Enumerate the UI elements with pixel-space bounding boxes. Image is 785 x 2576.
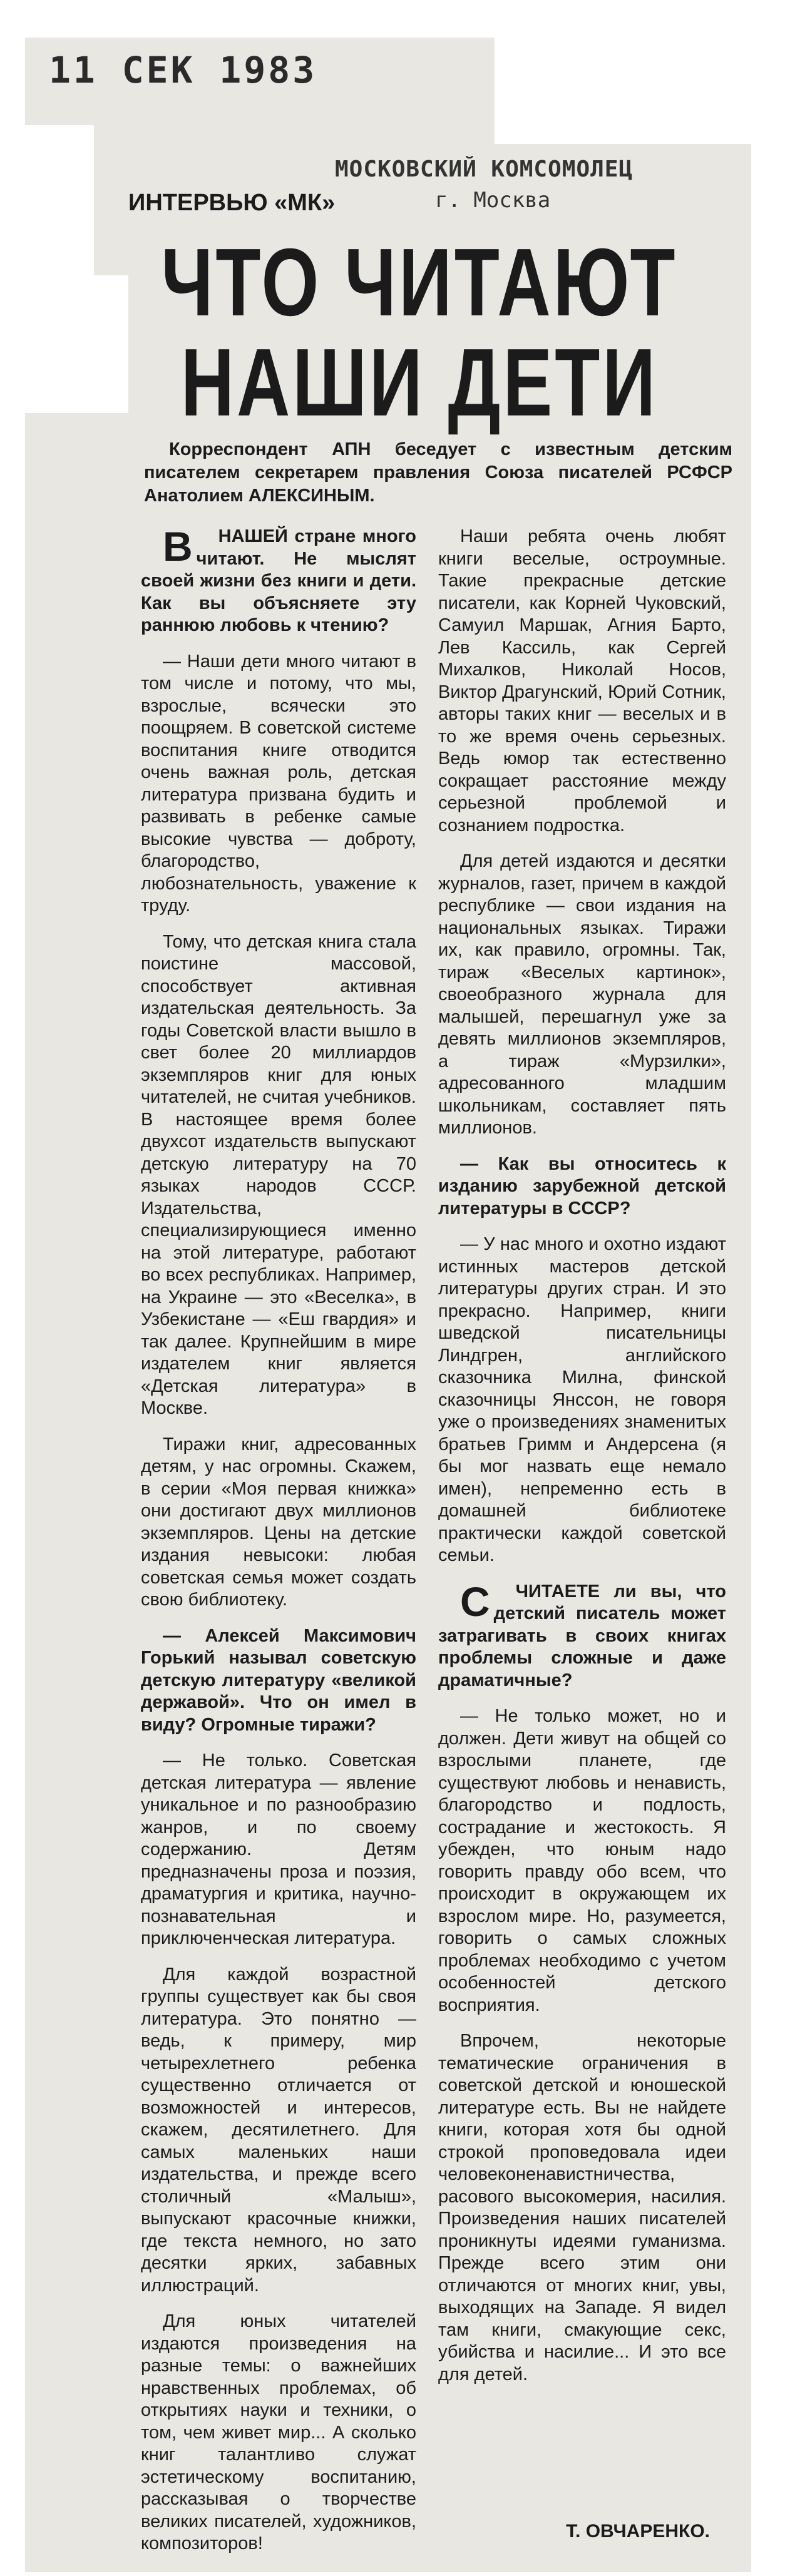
- clipping-cutout: [495, 38, 757, 144]
- question-2: — Алексей Максимович Горький называл советскую детскую литературу «великой державой». Что он имел в виду? Огромные тиражи?: [141, 1625, 416, 1735]
- paragraph: — Наши дети много читают в том числе и потому, что мы, взрослые, всячески это поощряем. В советской системе воспитания книге отводится очень важная роль, детская литература призвана будить и развивать в ребенке самые высокие чувства — доброту, благородство, любознательность, уважение к труду.: [141, 651, 416, 916]
- paragraph: Для юных читателей издаются произведения на разные темы: о важнейших нравственных проблемах, об открытиях науки и техники, о том, чем живет мир... А сколько книг талантливо служат эстетическому воспитанию, рассказывая о творчестве великих писателей, художников, композиторов!: [141, 2311, 416, 2553]
- drop-cap: С: [460, 1578, 490, 1625]
- question-1: [141, 523, 416, 637]
- paragraph: Впрочем, некоторые тематические ограничения в советской детской и юношеской литературе есть. Вы не найдете книги, которая хотя бы одной строкой проповедовала идеи человеконенавистничества, расового высокомерия, насилия. Произведения наших писателей проникнуты идеями гуманизма. Прежде всего этим они отличаются от многих книг, увы, выходящих на Западе. Я видел там книги, смакующие секс, убийства и насилие... И это все для детей.: [438, 2031, 726, 2384]
- paragraph: — У нас много и охотно издают истинных мастеров детской литературы других стран. И это прекрасно. Например, книги шведской писательницы Линдгрен, английского сказочника Милна, финской сказочницы Янссон, не говоря уже о произведениях знаменитых братьев Гримм и Андерсена (я бы мог назвать еще немало имен), непременно есть в домашней библиотеке практически каждой советской семьи.: [438, 1234, 726, 1565]
- paragraph: Наши ребята очень любят книги веселые, остроумные. Такие прекрасные детские писатели, как Корней Чуковский, Самуил Маршак, Агния Барто, Лев Кассиль, как Сергей Михалков, Николай Носов, Виктор Драгунский, Юрий Сотник, авторы таких книг — веселых и в то же время очень серьезных. Ведь юмор так естественно сокращает расстояние между серьезной проблемой и сознанием подростка.: [438, 526, 726, 836]
- clipping-cutout: [25, 125, 94, 275]
- question-text: НАШЕЙ стране много читают. Не мыслят своей жизни без книги и дети. Как вы объясняете эту раннюю любовь к чтению?: [141, 526, 416, 635]
- author-signature: Т. ОВЧАРЕНКО.: [566, 2521, 710, 2542]
- article-column-1: [141, 523, 416, 2555]
- drop-cap: В: [163, 523, 193, 570]
- headline-line-1: ЧТО ЧИТАЮТ: [161, 228, 678, 337]
- headline-line-2: НАШИ ДЕТИ: [180, 329, 659, 437]
- date-stamp: 11 СЕК 1983: [49, 49, 317, 91]
- paragraph: — Не только. Советская детская литература — явление уникальное и по разнообразию жанров, и по своему содержанию. Детям предназначены проза и поэзия, драматургия и критика, научно-познавательная и приключенческая литература.: [141, 1751, 416, 1948]
- article-column-2: [438, 526, 726, 2386]
- question-3: — Как вы относитесь к изданию зарубежной детской литературы в СССР?: [438, 1153, 726, 1219]
- paragraph: Для каждой возрастной группы существует как бы своя литература. Это понятно — ведь, к примеру, мир четырехлетнего ребенка существенно отличается от возможностей и интересов, скажем, десятилетнего. Для самых маленьких наши издательства, и прежде всего столичный «Малыш», выпускают красочные книжки, где текста немного, но зато десятки ярких, забавных иллюстраций.: [141, 1964, 416, 2296]
- question-text: ЧИТАЕТЕ ли вы, что детский писатель может затрагивать в своих книгах проблемы сложные и даже драматичные?: [438, 1581, 726, 1690]
- paragraph: Тиражи книг, адресованных детям, у нас огромны. Скажем, в серии «Моя первая книжка» они достигают двух миллионов экземпляров. Цены на детские издания невысоки: любая советская семья может создать свою библиотеку.: [141, 1434, 416, 1610]
- question-4: [438, 1578, 726, 1692]
- paragraph: — Не только может, но и должен. Дети живут на общей со взрослыми планете, где существуют любовь и ненависть, благородство и подлость, сострадание и жестокость. Я убежден, что юным надо говорить правду обо всем, что происходит в окружающем их взрослом мире. Но, разумеется, говорить о самых сложных проблемах необходимо с учетом особенностей детского восприятия.: [438, 1706, 726, 2015]
- clipping-cutout: [25, 275, 128, 413]
- lead-paragraph: Корреспондент АПН беседует с известным детским писателем секретарем правления Союза писателей РСФСР Анатолием АЛЕКСИНЫМ.: [144, 439, 732, 506]
- city-stamp: г. Москва: [435, 188, 551, 213]
- rubric: ИНТЕРВЬЮ «МК»: [128, 190, 336, 216]
- paragraph: Тому, что детская книга стала поистине массовой, способствует активная издательская деятельность. За годы Советской власти вышло в свет более 20 миллиардов экземпляров книг для юных читателей, не считая учебников. В настоящее время более двухсот издательств выпускают детскую литературу на 70 языках народов СССР. Издательства, специализирующиеся именно на этой литературе, работают во всех республиках. Например, на Украине — это «Веселка», в Узбекистане — «Еш гвардия» и так далее. Крупнейшим в мире издателем книг является «Детская литература» в Москве.: [141, 931, 416, 1418]
- newspaper-stamp: МОСКОВСКИЙ КОМСОМОЛЕЦ: [335, 156, 634, 182]
- paragraph: Для детей издаются и десятки журналов, газет, причем в каждой республике — свои издания на национальных языках. Тиражи их, как правило, огромны. Так, тираж «Веселых картинок», своеобразного журнала для малышей, перешагнул уже за девять миллионов экземпляров, а тираж «Мурзилки», адресованного младшим школьникам, составляет пять миллионов.: [438, 851, 726, 1138]
